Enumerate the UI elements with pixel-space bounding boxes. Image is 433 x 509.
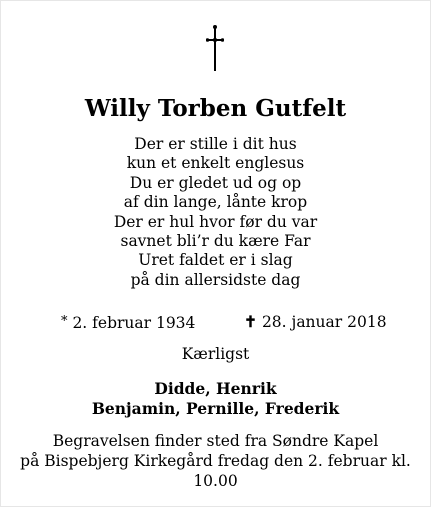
signatories [1, 379, 430, 419]
funeral-notice [1, 431, 430, 491]
verse-line: Der er stille i dit hus [134, 135, 297, 153]
funeral-line: på Bispebjerg Kirkegård fredag den 2. februar kl. [20, 452, 411, 470]
death-date-text: 28. januar 2018 [261, 313, 387, 331]
life-dates [1, 312, 430, 332]
verse-line: Der er hul hvor før du var [113, 212, 318, 231]
birth-date-text: 2. februar 1934 [72, 314, 196, 332]
verse-line: Uret faldet er i slag [138, 251, 293, 270]
closing-word: Kærligst [181, 345, 250, 363]
verse-line: af din lange, lånte krop [123, 193, 308, 212]
funeral-line: Begravelsen finder sted fra Søndre Kapel [52, 432, 379, 450]
birth-star-icon: * [61, 314, 68, 329]
memorial-verse [1, 135, 430, 290]
birth-date [61, 312, 195, 333]
deceased-name: Willy Torben Gutfelt [84, 95, 347, 122]
verse-line: på din allersidste dag [130, 270, 301, 289]
signatory-line: Benjamin, Pernille, Frederik [91, 399, 340, 418]
signatory-line: Didde, Henrik [154, 379, 277, 398]
verse-line: kun et enkelt englesus [126, 154, 305, 173]
death-date [244, 312, 387, 332]
verse-line: savnet bli’r du kære Far [120, 232, 311, 251]
funeral-line: 10.00 [193, 472, 238, 490]
death-cross-icon: ✝ [244, 312, 257, 331]
cross-icon [206, 24, 224, 72]
verse-line: Du er gledet ud og op [129, 173, 302, 192]
